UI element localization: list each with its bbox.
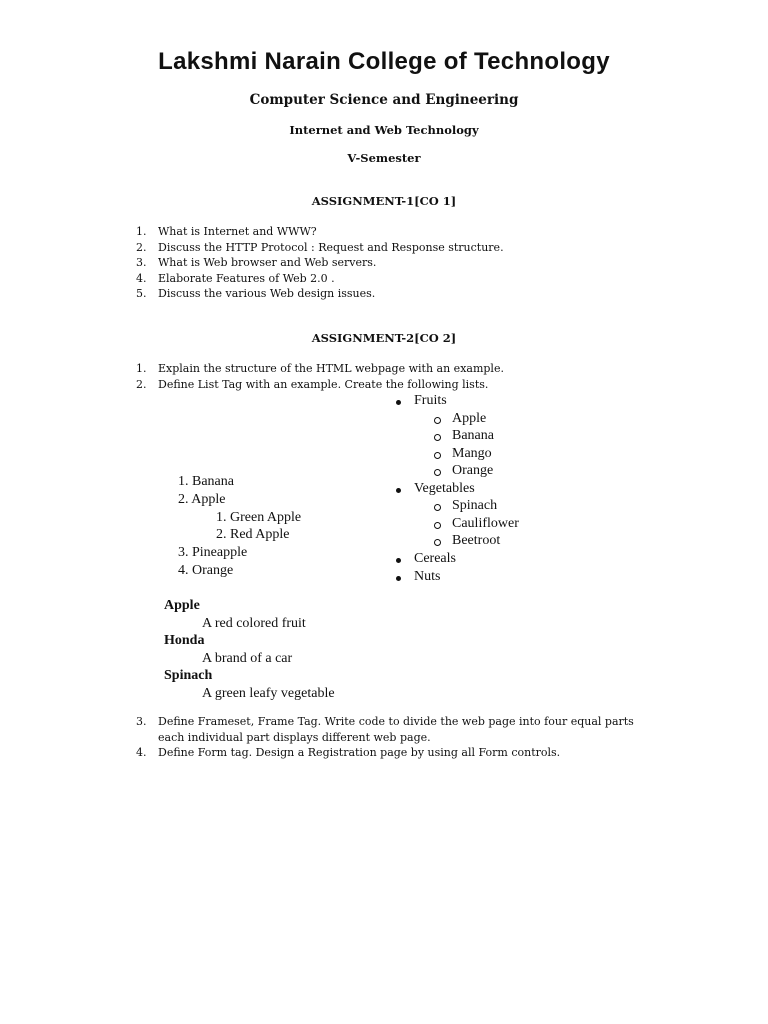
question-number: 3. bbox=[136, 256, 147, 269]
definition-description: A red colored fruit bbox=[202, 616, 306, 631]
question-text: What is Internet and WWW? bbox=[158, 225, 317, 238]
question-number: 1. bbox=[136, 362, 147, 375]
definition-term: Honda bbox=[164, 633, 205, 648]
ordered-list-item: 4. Orange bbox=[178, 563, 234, 578]
question-number: 2. bbox=[136, 240, 147, 254]
question-text: Discuss the HTTP Protocol : Request and Response structure. bbox=[158, 240, 504, 254]
question-text: What is Web browser and Web servers. bbox=[158, 256, 377, 269]
list-item-text: Mango bbox=[452, 446, 492, 461]
subject-title: Internet and Web Technology bbox=[289, 123, 479, 137]
list-item-text: Cauliflower bbox=[452, 516, 519, 531]
question-text: Elaborate Features of Web 2.0 . bbox=[158, 271, 335, 285]
question-item bbox=[136, 255, 504, 271]
nested-ordered-list-item: 2. Red Apple bbox=[216, 527, 290, 542]
circle-bullet-icon bbox=[434, 417, 441, 424]
question-item bbox=[136, 286, 504, 302]
list-item-text: Orange bbox=[452, 463, 494, 478]
question-item bbox=[136, 271, 504, 287]
semester-label: V-Semester bbox=[347, 151, 421, 165]
definition-description: A brand of a car bbox=[202, 651, 293, 666]
definition-term: Spinach bbox=[164, 668, 213, 683]
disc-bullet-icon bbox=[396, 488, 401, 493]
assignment-2-questions-bottom bbox=[136, 714, 656, 761]
question-number: 3. bbox=[136, 715, 147, 728]
list-item-text: Beetroot bbox=[452, 533, 501, 548]
list-item-text: Cereals bbox=[414, 551, 456, 566]
list-item-text: Spinach bbox=[452, 498, 498, 513]
question-number: 5. bbox=[136, 287, 147, 300]
circle-bullet-icon bbox=[434, 434, 441, 441]
assignment-1-questions bbox=[136, 224, 504, 302]
disc-bullet-icon bbox=[396, 400, 401, 405]
list-item-text: Banana bbox=[452, 428, 494, 443]
question-text: Discuss the various Web design issues. bbox=[158, 287, 376, 300]
assignment-2-questions-top bbox=[136, 361, 504, 392]
college-title: Lakshmi Narain College of Technology bbox=[158, 48, 610, 75]
question-text: Define List Tag with an example. Create the following lists. bbox=[158, 377, 489, 391]
ordered-list-item: 2. Apple bbox=[178, 492, 226, 507]
question-number: 4. bbox=[136, 746, 147, 759]
department-title: Computer Science and Engineering bbox=[249, 92, 519, 108]
question-number: 4. bbox=[136, 271, 147, 285]
question-item bbox=[136, 224, 504, 240]
question-item bbox=[136, 240, 504, 256]
question-item bbox=[136, 714, 656, 745]
circle-bullet-icon bbox=[434, 504, 441, 511]
disc-bullet-icon bbox=[396, 558, 401, 563]
question-text: Define Frameset, Frame Tag. Write code to divide the web page into four equal parts each individual part displays different web page. bbox=[158, 715, 634, 744]
question-text: Explain the structure of the HTML webpage with an example. bbox=[158, 362, 504, 375]
question-number: 1. bbox=[136, 225, 147, 238]
question-item bbox=[136, 377, 504, 393]
ordered-list-item: 1. Banana bbox=[178, 474, 234, 489]
question-number: 2. bbox=[136, 377, 147, 391]
definition-term: Apple bbox=[164, 598, 200, 613]
ordered-list-item: 3. Pineapple bbox=[178, 545, 248, 560]
question-item bbox=[136, 745, 656, 761]
disc-bullet-icon bbox=[396, 576, 401, 581]
list-item-text: Vegetables bbox=[414, 481, 475, 496]
circle-bullet-icon bbox=[434, 522, 441, 529]
assignment-1-heading: ASSIGNMENT-1[CO 1] bbox=[311, 194, 457, 208]
circle-bullet-icon bbox=[434, 469, 441, 476]
assignment-2-heading: ASSIGNMENT-2[CO 2] bbox=[311, 331, 457, 345]
list-item-text: Apple bbox=[452, 411, 487, 426]
nested-ordered-list-item: 1. Green Apple bbox=[216, 510, 302, 525]
list-item-text: Nuts bbox=[414, 569, 441, 584]
question-text: Define Form tag. Design a Registration page by using all Form controls. bbox=[158, 746, 561, 759]
circle-bullet-icon bbox=[434, 539, 441, 546]
circle-bullet-icon bbox=[434, 452, 441, 459]
list-item-text: Fruits bbox=[414, 393, 447, 408]
definition-description: A green leafy vegetable bbox=[202, 686, 335, 701]
question-item bbox=[136, 361, 504, 377]
